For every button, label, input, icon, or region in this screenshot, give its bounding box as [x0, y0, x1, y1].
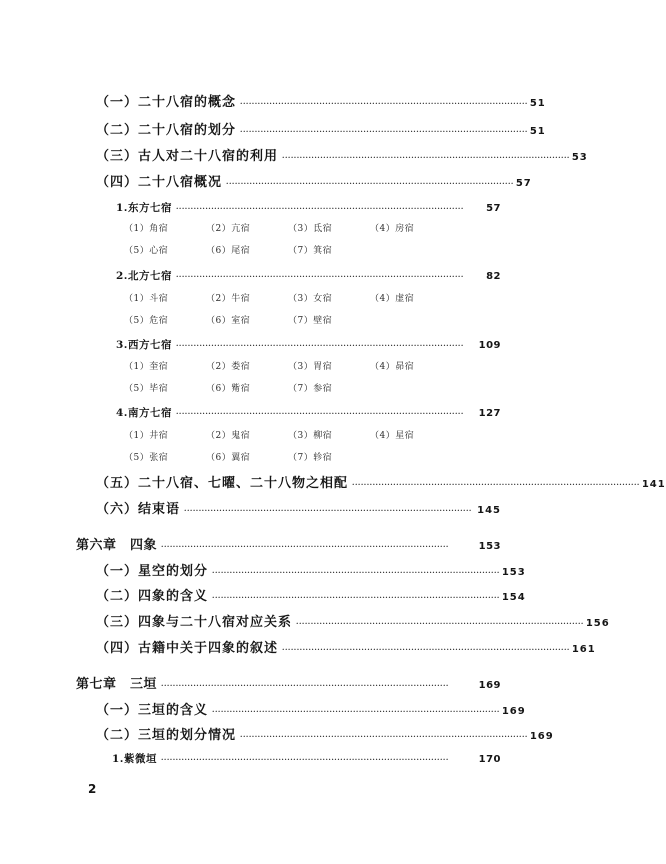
entry-page: 141: [641, 479, 666, 490]
entry-title: 2.北方七宿: [116, 270, 172, 282]
mansion-item: （2）鬼宿: [206, 431, 251, 441]
mansion-item: （7）轸宿: [288, 453, 333, 463]
entry-page: 170: [478, 754, 501, 765]
toc-subentry[interactable]: [116, 267, 501, 286]
leader-dots: ··································································································: [212, 592, 500, 602]
toc-subentry[interactable]: [116, 404, 501, 423]
mansion-item: （6）翼宿: [206, 453, 251, 463]
toc-entry[interactable]: [96, 588, 526, 607]
mansion-item: （5）张宿: [124, 453, 169, 463]
entry-title: 3.西方七宿: [116, 339, 172, 351]
mansion-item: （1）斗宿: [124, 294, 169, 304]
entry-title: （二）三垣的划分情况: [96, 728, 237, 743]
mansion-item: （3）柳宿: [288, 431, 333, 441]
mansion-list-west: [124, 360, 452, 396]
mansion-item: （7）箕宿: [288, 246, 333, 256]
leader-dots: ··································································································: [282, 152, 570, 162]
toc-subentry[interactable]: [116, 199, 501, 218]
mansion-item: （5）危宿: [124, 316, 169, 326]
leader-dots: ··································································································: [240, 98, 528, 108]
entry-title: （四）古籍中关于四象的叙述: [96, 641, 279, 656]
mansion-item: （3）氐宿: [288, 224, 333, 234]
leader-dots: ··································································································: [282, 644, 570, 654]
leader-dots: ··································································································: [175, 271, 464, 281]
entry-page: 169: [529, 731, 554, 742]
leader-dots: ··································································································: [161, 680, 449, 690]
toc-entry[interactable]: [96, 702, 526, 721]
entry-title: 4.南方七宿: [116, 407, 172, 419]
entry-page: 127: [478, 408, 501, 419]
entry-title: （五）二十八宿、七曜、二十八物之相配: [96, 476, 349, 491]
mansion-item: （7）壁宿: [288, 316, 333, 326]
mansion-item: （5）心宿: [124, 246, 169, 256]
leader-dots: ··································································································: [352, 479, 640, 489]
entry-page: 169: [478, 680, 501, 691]
leader-dots: ··································································································: [175, 340, 464, 350]
entry-title: 1.紫微垣: [112, 753, 157, 765]
entry-page: 145: [477, 505, 501, 516]
toc-entry[interactable]: [96, 475, 666, 494]
mansion-item: （7）参宿: [288, 384, 333, 394]
toc-entry[interactable]: [96, 727, 554, 746]
mansion-item: （4）房宿: [370, 224, 415, 234]
leader-dots: ··································································································: [175, 408, 464, 418]
page-number: 2: [88, 782, 97, 796]
leader-dots: ··································································································: [296, 618, 584, 628]
mansion-item: （2）娄宿: [206, 362, 251, 372]
mansion-item: （3）胃宿: [288, 362, 333, 372]
entry-page: 57: [515, 178, 532, 189]
toc-entry[interactable]: [96, 563, 526, 582]
mansion-item: （1）奎宿: [124, 362, 169, 372]
mansion-item: （3）女宿: [288, 294, 333, 304]
entry-page: 109: [478, 340, 501, 351]
entry-title: （一）星空的划分: [96, 564, 209, 579]
entry-page: 57: [486, 203, 501, 214]
entry-title: （三）古人对二十八宿的利用: [96, 149, 279, 164]
entry-page: 169: [501, 706, 526, 717]
mansion-item: （6）尾宿: [206, 246, 251, 256]
leader-dots: ··································································································: [184, 505, 472, 515]
entry-page: 153: [501, 567, 526, 578]
entry-page: 161: [571, 644, 596, 655]
mansion-item: （1）角宿: [124, 224, 169, 234]
entry-title: （二）四象的含义: [96, 589, 209, 604]
leader-dots: ··································································································: [160, 754, 449, 764]
toc-entry[interactable]: [96, 614, 610, 633]
chapter-title: 第七章 三垣: [76, 677, 158, 692]
entry-title: （二）二十八宿的划分: [96, 123, 237, 138]
entry-title: （六）结束语: [96, 502, 181, 517]
leader-dots: ··································································································: [240, 731, 528, 741]
toc-entry[interactable]: [96, 501, 501, 520]
toc-subentry[interactable]: [116, 336, 501, 355]
mansion-item: （2）牛宿: [206, 294, 251, 304]
mansion-item: （6）室宿: [206, 316, 251, 326]
leader-dots: ··································································································: [240, 126, 528, 136]
entry-page: 82: [486, 271, 501, 282]
entry-page: 154: [501, 592, 526, 603]
mansion-list-south: [124, 429, 452, 465]
leader-dots: ··································································································: [161, 541, 449, 551]
mansion-item: （6）觜宿: [206, 384, 251, 394]
entry-title: （三）四象与二十八宿对应关系: [96, 615, 293, 630]
toc-chapter[interactable]: [76, 676, 501, 695]
mansion-item: （4）星宿: [370, 431, 415, 441]
entry-page: 53: [571, 152, 588, 163]
mansion-item: （4）虚宿: [370, 294, 415, 304]
entry-page: 51: [529, 126, 546, 137]
leader-dots: ··································································································: [212, 706, 500, 716]
leader-dots: ··································································································: [175, 203, 464, 213]
entry-title: （一）二十八宿的概念: [96, 95, 237, 110]
toc-chapter[interactable]: [76, 537, 501, 556]
toc-entry[interactable]: [96, 640, 596, 659]
mansion-list-east: [124, 222, 452, 258]
mansion-item: （2）亢宿: [206, 224, 251, 234]
leader-dots: ··································································································: [226, 178, 514, 188]
mansion-item: （4）昴宿: [370, 362, 415, 372]
entry-page: 153: [478, 541, 501, 552]
entry-page: 156: [585, 618, 610, 629]
toc-entry[interactable]: [96, 148, 588, 167]
entry-page: 51: [529, 98, 546, 109]
entry-title: 1.东方七宿: [116, 202, 172, 214]
toc-subentry[interactable]: [112, 750, 501, 769]
mansion-item: （5）毕宿: [124, 384, 169, 394]
mansion-list-north: [124, 292, 452, 328]
entry-title: （一）三垣的含义: [96, 703, 209, 718]
mansion-item: （1）井宿: [124, 431, 169, 441]
chapter-title: 第六章 四象: [76, 538, 158, 553]
entry-title: （四）二十八宿概况: [96, 175, 223, 190]
leader-dots: ··································································································: [212, 567, 500, 577]
toc-entry[interactable]: [96, 122, 546, 141]
toc-entry[interactable]: [96, 174, 532, 193]
toc-entry[interactable]: [96, 94, 546, 113]
